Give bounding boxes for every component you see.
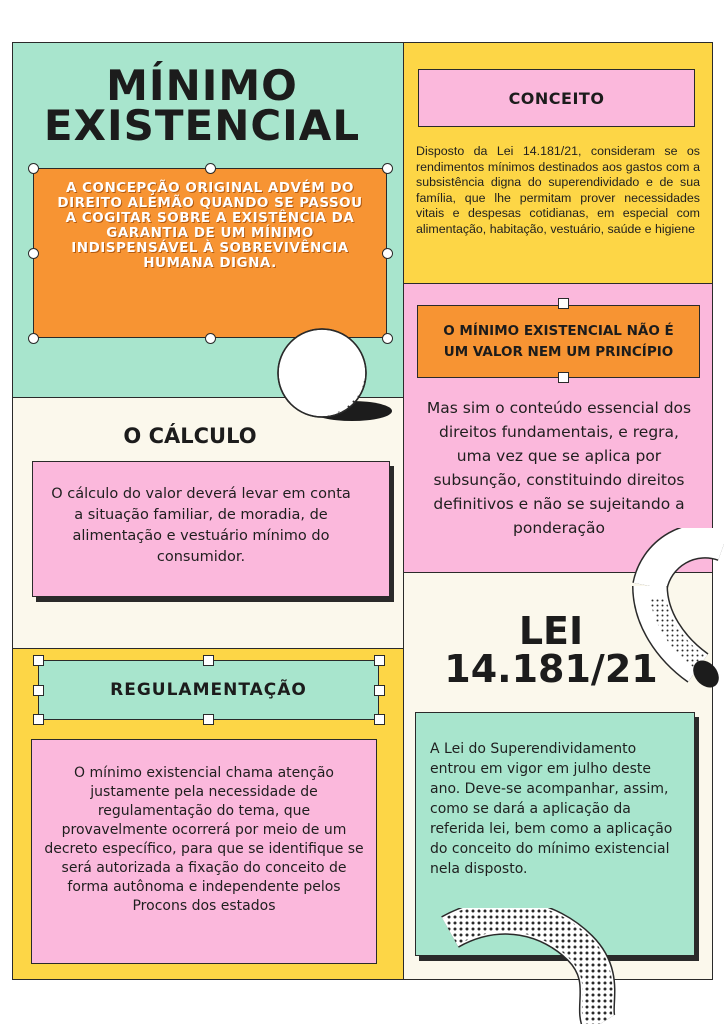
resize-handle-icon: [382, 248, 393, 259]
resize-handle-icon: [374, 655, 385, 666]
calculo-heading: O CÁLCULO: [123, 424, 257, 448]
intro-box: [33, 168, 387, 338]
nao-valor-text: Mas sim o conteúdo essencial dos direitos fundamentais, e regra, uma vez que se aplica por subsunção, constituindo direitos definitivos e não se sujeitando a ponderação: [426, 399, 692, 537]
resize-handle-icon: [203, 714, 214, 725]
resize-handle-icon: [28, 163, 39, 174]
resize-handle-icon: [374, 685, 385, 696]
resize-handle-icon: [28, 333, 39, 344]
resize-handle-icon: [33, 685, 44, 696]
resize-handle-icon: [558, 372, 569, 383]
calculo-text: O cálculo do valor deverá levar em conta a situação familiar, de moradia, de alimentação e vestuário mínimo do consumidor.: [51, 486, 351, 565]
resize-handle-icon: [33, 655, 44, 666]
intro-text: A CONCEPÇÃO ORIGINAL ADVÉM DO DIREITO ALEMÃO QUANDO SE PASSOU A COGITAR SOBRE A EXISTÊNCIA DA GARANTIA DE UM MÍNIMO INDISPENSÁVEL À SOBREVIVÊNCIA HUMANA DIGNA.: [57, 180, 363, 271]
main-title-line1: MÍNIMO: [106, 61, 298, 110]
nao-valor-heading: O MÍNIMO EXISTENCIAL NÃO É UM VALOR NEM UM PRINCÍPIO: [443, 322, 674, 360]
lei-text: A Lei do Superendividamento entrou em vigor em julho deste ano. Deve-se acompanhar, assim, como se dará a aplicação da referida lei, bem como a aplicação do conceito do mínimo existencial nela disposto.: [430, 741, 673, 877]
lei-heading-line2: 14.181/21: [444, 647, 658, 691]
resize-handle-icon: [558, 298, 569, 309]
sphere-icon: [272, 325, 402, 427]
main-title: [12, 61, 392, 150]
regulamentacao-box: [31, 739, 377, 964]
resize-handle-icon: [382, 163, 393, 174]
wave-icon: [440, 908, 640, 1024]
resize-handle-icon: [205, 333, 216, 344]
resize-handle-icon: [28, 248, 39, 259]
resize-handle-icon: [33, 714, 44, 725]
calculo-box: [32, 461, 390, 597]
main-title-line2: EXISTENCIAL: [43, 101, 361, 150]
regulamentacao-heading-box: [38, 660, 379, 720]
resize-handle-icon: [205, 163, 216, 174]
resize-handle-icon: [203, 655, 214, 666]
resize-handle-icon: [374, 714, 385, 725]
conceito-text: Disposto da Lei 14.181/21, consideram se os rendimentos mínimos destinados aos gastos com a subsistência digna do superendividado e de sua família, que lhe permitam prover necessidades vitais e despesas cotidianas, em especial com alimentação, habitação, vestuário, saúde e higiene: [416, 144, 700, 236]
arch-icon: [630, 528, 724, 690]
regulamentacao-text: O mínimo existencial chama atenção justamente pela necessidade de regulamentação do tema, que provavelmente ocorrerá por meio de um decreto específico, para que se identifique se será autorizada a fixação do conceito de forma autônoma e independente pelos Procons dos estados: [44, 765, 364, 914]
nao-valor-heading-box: [417, 305, 700, 378]
regulamentacao-heading: REGULAMENTAÇÃO: [110, 680, 307, 700]
lei-heading-line1: LEI: [518, 609, 584, 653]
conceito-heading-box: [418, 69, 695, 127]
conceito-heading: CONCEITO: [508, 88, 605, 108]
